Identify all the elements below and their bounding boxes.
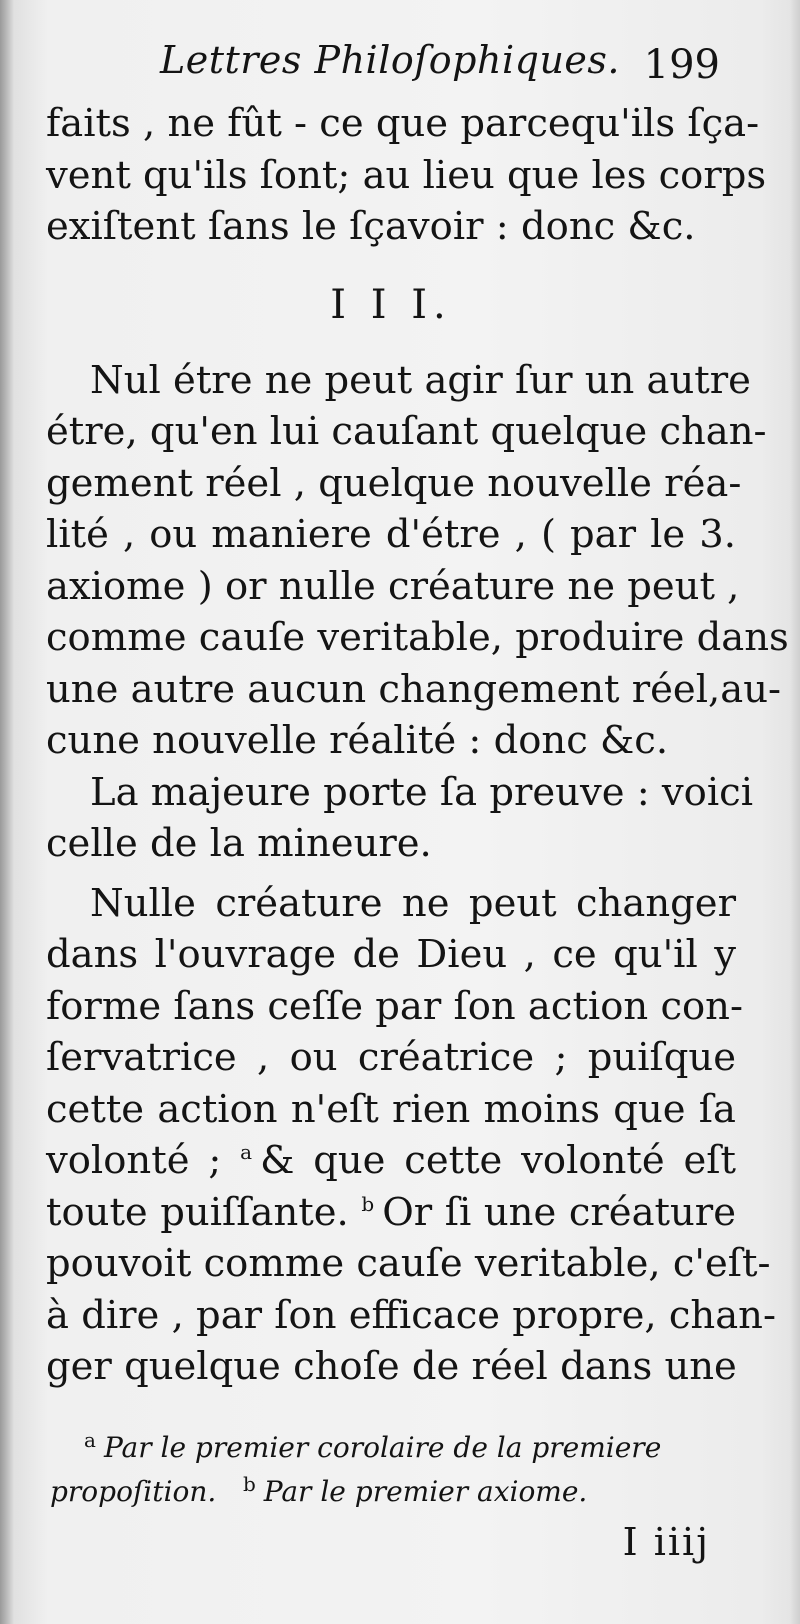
text-segment: toute puiſſante. xyxy=(46,1189,349,1235)
section-number: I I I. xyxy=(330,281,452,328)
text-line: gement réel , quelque nouvelle réa- xyxy=(46,460,742,506)
text-segment: & que cette volonté eſt xyxy=(260,1138,736,1183)
footnote-a xyxy=(50,1426,740,1470)
text-line: ger quelque choſe de réel dans une xyxy=(46,1344,737,1389)
footnote-line xyxy=(50,1470,740,1514)
text-line-with-footnote-a xyxy=(46,1135,736,1187)
text-line: La majeure porte ſa preuve : voici xyxy=(90,769,754,815)
text-line: faits , ne fût - ce que parcequ'ils ſça- xyxy=(46,101,760,146)
text-segment: Or ſi une créature xyxy=(382,1189,736,1235)
text-line: Nul étre ne peut agir ſur un autre xyxy=(90,357,751,403)
gutter-shadow xyxy=(0,0,14,1624)
page-header xyxy=(160,38,720,98)
text-line: à dire , par ſon efficace propre, chan- xyxy=(46,1292,776,1338)
signature-mark: I iiij xyxy=(622,1520,710,1564)
body-text xyxy=(46,98,789,1393)
text-line: comme cauſe veritable, produire dans xyxy=(46,615,789,660)
footnote-a-mark: a xyxy=(84,1427,96,1452)
footnote-b-text: Par le premier axiome. xyxy=(263,1475,588,1508)
footnote-mark-a: a xyxy=(240,1140,253,1165)
text-line: vent qu'ils ſont; au lieu que les corps xyxy=(46,152,767,198)
footnote-mark-b: b xyxy=(361,1191,375,1216)
text-line: exiſtent ſans le ſçavoir : donc &c. xyxy=(46,204,696,249)
text-line: étre, qu'en lui cauſant quelque chan- xyxy=(46,409,767,454)
running-title: Lettres Philoſophiques. xyxy=(160,38,620,82)
text-line: axiome ) or nulle créature ne peut , xyxy=(46,563,740,609)
text-line: pouvoit comme cauſe veritable, c'eſt- xyxy=(46,1241,771,1286)
text-line: celle de la mineure. xyxy=(46,821,432,866)
text-line: forme ſans ceſſe par ſon action con- xyxy=(46,983,743,1029)
page-edge xyxy=(790,0,800,1624)
text-line: cette action n'eſt rien moins que ſa xyxy=(46,1086,736,1132)
text-segment: volonté ; xyxy=(46,1138,222,1183)
text-line-with-footnote-b xyxy=(46,1187,736,1239)
footnotes xyxy=(50,1426,740,1514)
text-line: une autre aucun changement réel,au- xyxy=(46,666,782,712)
page-number: 199 xyxy=(643,42,720,88)
text-line: Nulle créature ne peut changer xyxy=(90,880,736,926)
footnote-a-text-cont: propoſition. xyxy=(50,1475,217,1508)
footnote-b-mark: b xyxy=(242,1471,256,1496)
paragraph-gap xyxy=(46,870,736,878)
text-line: cune nouvelle réalité : donc &c. xyxy=(46,718,669,763)
text-line: lité , ou maniere d'étre , ( par le 3. xyxy=(46,512,736,557)
text-line: ſervatrice , ou créatrice ; puiſque xyxy=(46,1035,736,1080)
text-line: dans l'ouvrage de Dieu , ce qu'il y xyxy=(46,932,736,977)
footnote-a-text: Par le premier corolaire de la premiere xyxy=(103,1431,662,1464)
